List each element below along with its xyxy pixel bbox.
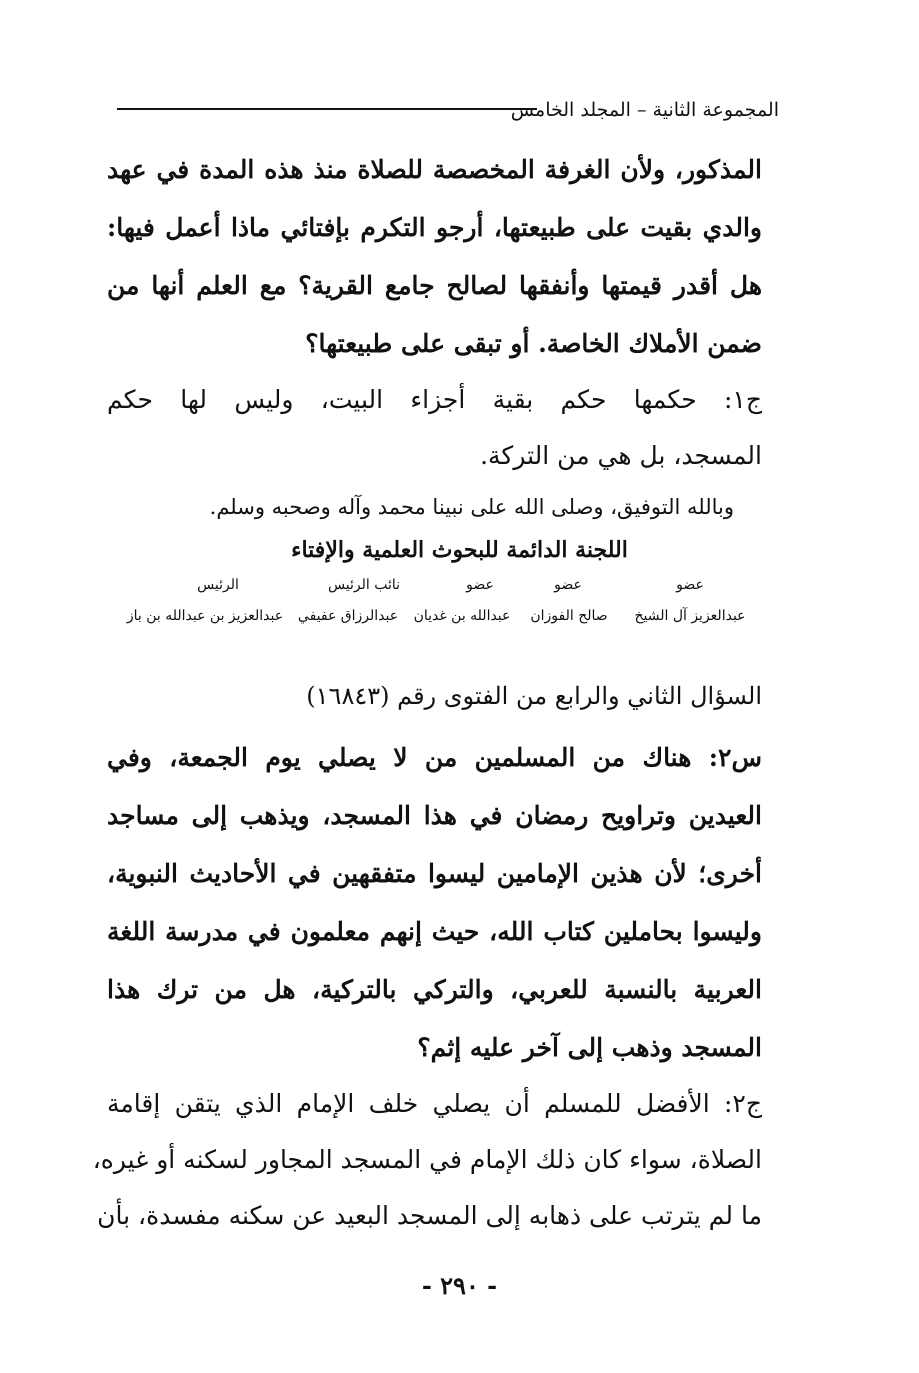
closing-blessing: وبالله التوفيق، وصلى الله على نبينا محمد وآله وصحبه وسلم. — [209, 495, 734, 519]
answer-two-line: الصلاة، سواء كان ذلك الإمام في المسجد المجاور لسكنه أو غيره، — [92, 1145, 762, 1174]
answer-one-line: المسجد، بل هي من التركة. — [480, 441, 762, 470]
running-header: المجموعة الثانية – المجلد الخامس — [510, 99, 779, 121]
signatory-name: عبدالعزيز بن عبدالله بن باز — [126, 608, 284, 624]
signatory-name: عبدالله بن غديان — [413, 608, 511, 624]
question-two-line: س٢: هناك من المسلمين من لا يصلي يوم الجمعة، وفي — [107, 743, 762, 772]
signatory-role: الرئيس — [197, 577, 239, 593]
signatory-role: عضو — [554, 577, 582, 593]
answer-one-line: ج١: حكمها حكم بقية أجزاء البيت، وليس لها حكم — [107, 385, 762, 414]
question-one-line: المذكور، ولأن الغرفة المخصصة للصلاة منذ هذه المدة في عهد — [107, 155, 762, 184]
signatory-name: صالح الفوزان — [530, 608, 608, 624]
question-two-line: المسجد وذهب إلى آخر عليه إثم؟ — [417, 1033, 762, 1062]
committee-title: اللجنة الدائمة للبحوث العلمية والإفتاء — [291, 537, 628, 563]
answer-two-line: ما لم يترتب على ذهابه إلى المسجد البعيد عن سكنه مفسدة، بأن — [97, 1201, 762, 1230]
fatwa-reference: السؤال الثاني والرابع من الفتوى رقم (١٦٨٤٣) — [306, 682, 762, 710]
signatory-role: عضو — [466, 577, 494, 593]
answer-two-line: ج٢: الأفضل للمسلم أن يصلي خلف الإمام الذي يتقن إقامة — [107, 1089, 762, 1118]
signatory-role: نائب الرئيس — [327, 577, 401, 593]
signatory-name: عبدالرزاق عفيفي — [297, 608, 399, 624]
header-rule — [117, 108, 537, 110]
question-one-line: هل أقدر قيمتها وأنفقها لصالح جامع القرية؟ مع العلم أنها من — [107, 271, 762, 300]
question-two-line: أخرى؛ لأن هذين الإمامين ليسوا متفقهين في الأحاديث النبوية، — [107, 859, 762, 888]
question-one-line: ضمن الأملاك الخاصة. أو تبقى على طبيعتها؟ — [305, 329, 762, 358]
page-number: - ٢٩٠ - — [421, 1271, 498, 1300]
question-two-line: العربية بالنسبة للعربي، والتركي بالتركية، هل من ترك هذا — [107, 975, 762, 1004]
question-one-line: والدي بقيت على طبيعتها، أرجو التكرم بإفتائي ماذا أعمل فيها: — [107, 213, 762, 242]
question-two-line: وليسوا بحاملين كتاب الله، حيث إنهم معلمون في مدرسة اللغة — [107, 917, 762, 946]
signatory-name: عبدالعزيز آل الشيخ — [634, 608, 746, 624]
question-two-line: العيدين وتراويح رمضان في هذا المسجد، ويذهب إلى مساجد — [107, 801, 762, 830]
signatory-role: عضو — [676, 577, 704, 593]
